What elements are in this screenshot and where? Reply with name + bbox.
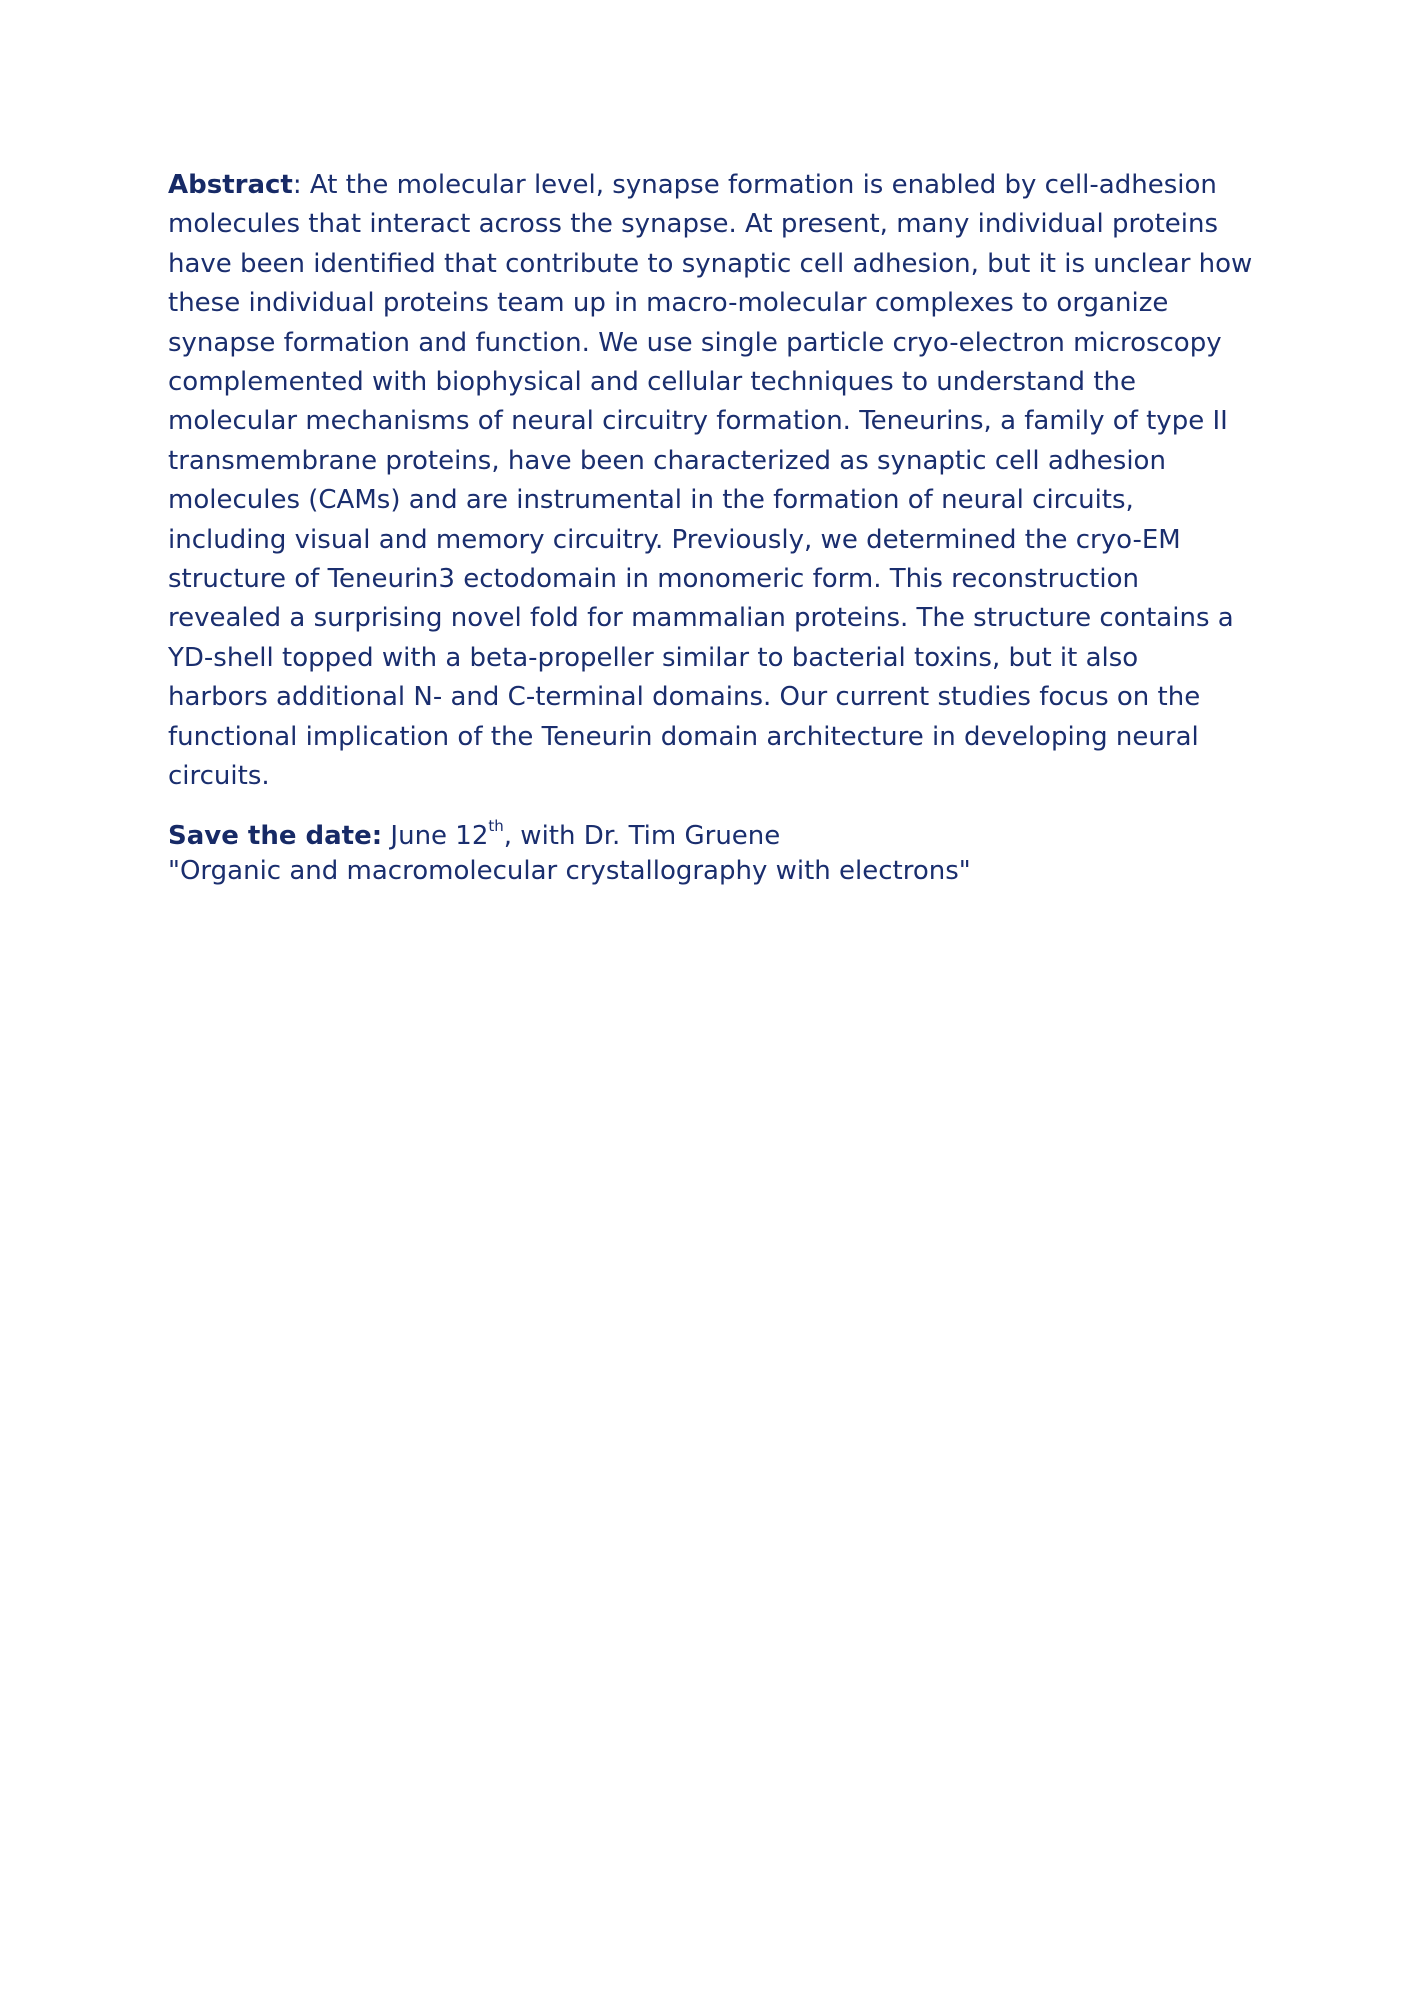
save-the-date-line: [168, 816, 1243, 854]
event-date: June 12: [382, 820, 489, 851]
abstract-line: structure of Teneurin3 ectodomain in monomeric form. This reconstruction: [168, 564, 1139, 595]
abstract-line: circuits.: [168, 761, 270, 792]
abstract-line: these individual proteins team up in macro-molecular complexes to organize: [168, 288, 1169, 319]
talk-title: "Organic and macromolecular crystallography with electrons": [168, 855, 971, 886]
abstract-line: molecules (CAMs) and are instrumental in the formation of neural circuits,: [168, 485, 1134, 516]
date-ordinal-suffix: th: [488, 816, 504, 835]
abstract-line: molecular mechanisms of neural circuitry formation. Teneurins, a family of type II: [168, 406, 1228, 437]
abstract-line: including visual and memory circuitry. Previously, we determined the cryo-EM: [168, 524, 1181, 555]
abstract-line: revealed a surprising novel fold for mammalian proteins. The structure contains a: [168, 603, 1234, 634]
abstract-line: harbors additional N- and C-terminal domains. Our current studies focus on the: [168, 682, 1201, 713]
page-content: [168, 166, 1253, 889]
abstract-line: transmembrane proteins, have been characterized as synaptic cell adhesion: [168, 445, 1166, 476]
abstract-line-text: : At the molecular level, synapse formation is enabled by cell-adhesion: [292, 170, 1217, 200]
event-speaker: , with Dr. Tim Gruene: [503, 820, 781, 851]
abstract-line: molecules that interact across the synapse. At present, many individual proteins: [168, 209, 1219, 240]
abstract-label: Abstract: [168, 170, 293, 200]
abstract-line: complemented with biophysical and cellular techniques to understand the: [168, 367, 1136, 398]
abstract-line: synapse formation and function. We use single particle cryo-electron microscopy: [168, 327, 1222, 358]
abstract-paragraph: [168, 166, 1253, 797]
save-the-date-block: [168, 816, 1243, 889]
abstract-line-1: [168, 166, 1243, 205]
abstract-line: YD-shell topped with a beta-propeller similar to bacterial toxins, but it also: [168, 642, 1139, 673]
save-the-date-label: Save the date:: [168, 820, 383, 851]
abstract-line: functional implication of the Teneurin domain architecture in developing neural: [168, 721, 1199, 752]
abstract-line: have been identified that contribute to synaptic cell adhesion, but it is unclear how: [168, 248, 1253, 279]
